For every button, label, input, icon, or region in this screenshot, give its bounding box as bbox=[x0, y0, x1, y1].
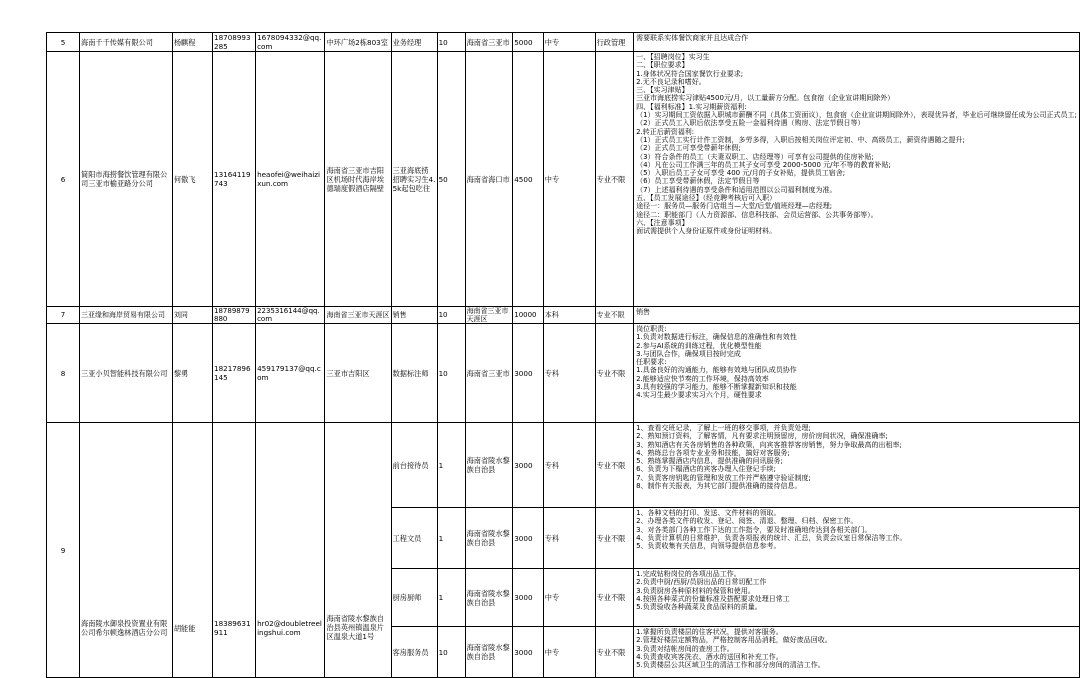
position-title: 客房服务员 bbox=[391, 627, 437, 678]
requirement-line: 3.负责对结帐房间的查房工作。 bbox=[636, 644, 734, 653]
phone-number: 18389631911 bbox=[213, 423, 256, 678]
requirement-line: 六、【注意事项】 bbox=[636, 218, 689, 227]
requirement-line: 三亚市海底捞实习津贴4500元/月，以工量薪方分配。包食宿（企业宣讲期间除外） bbox=[636, 94, 895, 103]
requirement-line: 2、熟知预订资料，了解客情，凡有要求注明预留房，房价房间状况，确保准确率; bbox=[636, 432, 888, 441]
requirement-line: 1、查看交班记录，了解上一班的移交事项，并负责处理; bbox=[636, 424, 811, 432]
requirement-line: （4）凡在公司工作满三年的员工其子女可享受 2000-5000 元/年不等的教育补贴; bbox=[636, 160, 891, 169]
requirements bbox=[634, 33, 1080, 52]
requirement-line: 岗位职责: bbox=[636, 325, 667, 333]
salary: 3000 bbox=[513, 627, 544, 678]
education: 中专 bbox=[543, 569, 595, 627]
requirement-line: 销售 bbox=[636, 308, 651, 316]
requirement-line: 1、各种文档的打印、发送、文件材料的领取。 bbox=[636, 509, 781, 517]
recruitment-table bbox=[46, 32, 1080, 678]
work-location: 海南省三亚市 bbox=[465, 33, 513, 52]
requirement-line: 3.具有较强的学习能力，能够不断掌握新知识和技能 bbox=[636, 383, 797, 392]
requirement-line: （1）实习期间工资依据入职城市薪酬不同（具体工资面议），包食宿（企业宣讲期间除外），表现优异者，毕业后可继续留任成为公司正式员工; bbox=[636, 111, 1077, 120]
requirement-line: 途径一：服务员—服务门店组当—大堂/后堂/值班经理—店经理; bbox=[636, 202, 833, 211]
requirement-line: 5.负责楼层公共区域卫生的清洁工作和部分房间的清洁工作。 bbox=[636, 661, 825, 670]
requirement-line: 5、熟练掌握酒店内信息，提供准确的问讯服务; bbox=[636, 457, 783, 466]
requirement-line: 一、【招聘岗位】实习生 bbox=[636, 53, 710, 61]
company-name: 海南陵水御泉投资置业有限公司希尔顿逸林酒店分公司 bbox=[80, 423, 173, 678]
major: 专业不限 bbox=[595, 52, 633, 307]
requirement-line: 面试需提供个人身份证原件或身份证明材料。 bbox=[636, 227, 777, 236]
work-location: 海南省陵水黎族自治县 bbox=[465, 569, 513, 627]
requirement-line: 1.完成钻粉岗位的各项出品工作。 bbox=[636, 570, 741, 578]
requirement-line: 8、制作有关报表，为其它部门提供准确的接待信息。 bbox=[636, 482, 802, 491]
position-title: 厨房厨师 bbox=[391, 569, 437, 627]
requirement-line: （5）入职后员工子女可享受 400 元/月的子女补贴，提供员工宿舍; bbox=[636, 169, 846, 178]
table-row bbox=[47, 423, 1080, 508]
contact-name: 杨麒程 bbox=[172, 33, 212, 52]
phone-number: 18217896145 bbox=[213, 324, 256, 423]
requirement-line: 需要联系实体餐饮商家并且达成合作 bbox=[636, 34, 749, 42]
position-title: 工程文员 bbox=[391, 508, 437, 569]
company-name: 简阳市海捞餐饮管理有限公司三亚市榆亚路分公司 bbox=[80, 52, 173, 307]
work-location: 海南省海口市 bbox=[465, 52, 513, 307]
row-number: 5 bbox=[47, 33, 80, 52]
email-address: 1678094332@qq.com bbox=[256, 33, 325, 52]
row-number: 8 bbox=[47, 324, 80, 423]
phone-number: 13164119743 bbox=[213, 52, 256, 307]
company-name: 海南千千传媒有限公司 bbox=[80, 33, 173, 52]
major: 行政管理 bbox=[595, 33, 633, 52]
education: 专科 bbox=[543, 423, 595, 508]
requirements bbox=[634, 508, 1080, 569]
requirement-line: 2.管理好楼层定额物品，严格控制客用品消耗，做好废品回收。 bbox=[636, 636, 832, 645]
email-address: hr02@doubletreelingshui.com bbox=[256, 423, 325, 678]
requirement-line: 1.身体状况符合国家餐饮行业要求; bbox=[636, 69, 744, 78]
requirement-line: 3.与团队合作，确保项目按时完成 bbox=[636, 349, 741, 358]
requirements bbox=[634, 423, 1080, 508]
email-address: 459179137@qq.com bbox=[256, 324, 325, 423]
email-address: 2235316144@qq.com bbox=[256, 307, 325, 324]
requirement-line: 途径二：职能部门（人力资源部、信息科技部、会员运营部、公共事务部等）。 bbox=[636, 210, 878, 219]
hiring-count: 50 bbox=[437, 52, 465, 307]
education: 专科 bbox=[543, 324, 595, 423]
requirement-line: 1.负责对数据进行标注，确保信息的准确性和有效性 bbox=[636, 333, 797, 342]
work-location: 海南省三亚市天涯区 bbox=[465, 307, 513, 324]
requirement-line: （2）正式员工可享受带薪年休假; bbox=[636, 144, 741, 153]
contact-name: 刘同 bbox=[172, 307, 212, 324]
company-address: 海南省三亚市吉阳区机场时代海岸埃德瑞度假酒店隔壁 bbox=[325, 52, 391, 307]
salary: 3000 bbox=[513, 508, 544, 569]
education: 中专 bbox=[543, 627, 595, 678]
work-location: 海南省陵水黎族自治县 bbox=[465, 423, 513, 508]
contact-name: 黎勇 bbox=[172, 324, 212, 423]
requirement-line: 2.无不良记录和嗜好。 bbox=[636, 77, 706, 86]
requirement-line: 三、【实习津贴】 bbox=[636, 86, 689, 95]
row-number: 9 bbox=[47, 423, 80, 678]
work-location: 海南省陵水黎族自治县 bbox=[465, 627, 513, 678]
hiring-count: 10 bbox=[437, 307, 465, 324]
requirement-line: 1.掌握所负责楼层的住客状况，提供对客服务。 bbox=[636, 628, 783, 636]
salary: 3000 bbox=[513, 423, 544, 508]
salary: 4500 bbox=[513, 52, 544, 307]
phone-number: 18708993285 bbox=[213, 33, 256, 52]
work-location: 海南省三亚市 bbox=[465, 324, 513, 423]
table-row bbox=[47, 52, 1080, 307]
requirement-line: 任职要求: bbox=[636, 358, 667, 367]
requirements bbox=[634, 307, 1080, 324]
position-title: 销售 bbox=[391, 307, 437, 324]
requirement-line: 二、【职位要求】 bbox=[636, 61, 689, 70]
requirements bbox=[634, 52, 1080, 307]
requirement-line: 4、负责计算机的日常维护，负责各项报表的统计、汇总，负责会议室日常保洁等工作。 bbox=[636, 533, 907, 542]
major: 专业不限 bbox=[595, 423, 633, 508]
requirement-line: （6）员工享受带薪休假，法定节假日等 bbox=[636, 177, 760, 186]
requirement-line: 1.具备良好的沟通能力，能够有效地与团队成员协作 bbox=[636, 366, 797, 375]
table-row bbox=[47, 33, 1080, 52]
requirement-line: 4.实习生最少要求实习六个月，硬性要求 bbox=[636, 391, 762, 400]
table-row bbox=[47, 324, 1080, 423]
requirement-line: 3、对各类部门各种工作下达的工作指令，要及时准确地传达到各相关部门。 bbox=[636, 525, 872, 534]
company-name: 三亚缘和海岸贸易有限公司 bbox=[80, 307, 173, 324]
requirement-line: 7、负责客房钥匙的管理和发放工作并严格遵守验证制度; bbox=[636, 473, 811, 482]
table-row bbox=[47, 307, 1080, 324]
hiring-count: 10 bbox=[437, 627, 465, 678]
row-number: 6 bbox=[47, 52, 80, 307]
requirement-line: 3、熟知酒店有关各房销售的各种政策，向宾客推荐客房销售，努力争取最高的出租率; bbox=[636, 440, 902, 449]
major: 专业不限 bbox=[595, 569, 633, 627]
position-title: 业务经理 bbox=[391, 33, 437, 52]
salary: 5000 bbox=[513, 33, 544, 52]
requirement-line: 4、熟练总台各项专业业务和技能，搞好对客服务; bbox=[636, 448, 790, 457]
education: 专科 bbox=[543, 508, 595, 569]
contact-name: 胡能能 bbox=[172, 423, 212, 678]
requirement-line: （1）正式员工实行计件工资制，多劳多得，入职后按相关岗位评定初、中、高级员工，薪资待遇随之提升; bbox=[636, 135, 965, 144]
major: 专业不限 bbox=[595, 307, 633, 324]
requirement-line: 6、负责为下榻酒店的宾客办理入住登记手续; bbox=[636, 465, 776, 474]
company-address: 海南省三亚市天涯区 bbox=[325, 307, 391, 324]
salary: 3000 bbox=[513, 324, 544, 423]
requirement-line: （2）正式员工入职后依法享受五险一金福利待遇（购房、法定节假日等） bbox=[636, 119, 865, 128]
hiring-count: 1 bbox=[437, 508, 465, 569]
hiring-count: 10 bbox=[437, 324, 465, 423]
requirement-line: 2.转正后薪资福利: bbox=[636, 127, 695, 136]
salary: 3000 bbox=[513, 569, 544, 627]
hiring-count: 1 bbox=[437, 423, 465, 508]
major: 专业不限 bbox=[595, 627, 633, 678]
company-address: 三亚市吉阳区 bbox=[325, 324, 391, 423]
requirement-line: 5、负责收集有关信息，向领导提供信息参考。 bbox=[636, 542, 781, 551]
hiring-count: 10 bbox=[437, 33, 465, 52]
row-number: 7 bbox=[47, 307, 80, 324]
requirement-line: （7）上述福利待遇的享受条件和适用范围以公司福利制度为准。 bbox=[636, 185, 837, 194]
contact-name: 何傲飞 bbox=[172, 52, 212, 307]
requirement-line: 4.负责查收宾客洗衣、酒水的送回和补充工作。 bbox=[636, 652, 783, 661]
position-title: 三亚海底捞招聘实习生4.5k起包吃住 bbox=[391, 52, 437, 307]
requirement-line: 5.负责验收各种蔬菜及食品原料的质量。 bbox=[636, 603, 762, 612]
education: 中专 bbox=[543, 52, 595, 307]
requirement-line: 四、【福利标准】1.实习期薪资福利: bbox=[636, 102, 747, 111]
company-address: 海南省陵水黎族自治县英州镇温泉片区温泉大道1号 bbox=[325, 423, 391, 678]
work-location: 海南省陵水黎族自治县 bbox=[465, 508, 513, 569]
requirement-line: 4.按照各种菜式的份量标准及搭配要求处理日常工 bbox=[636, 594, 790, 603]
education: 中专 bbox=[543, 33, 595, 52]
requirements bbox=[634, 324, 1080, 423]
phone-number: 18789879880 bbox=[213, 307, 256, 324]
requirement-line: 3.负责厨房各种原材料的保管和使用。 bbox=[636, 586, 755, 595]
requirements bbox=[634, 569, 1080, 627]
education: 本科 bbox=[543, 307, 595, 324]
requirement-line: 2.能够适应快节奏的工作环境，保持高效率 bbox=[636, 374, 769, 383]
requirement-line: 五、【员工发展途径】（经竞聘考核后可入职） bbox=[636, 194, 777, 203]
requirement-line: 2.参与AI系统的训练过程，优化模型性能 bbox=[636, 341, 762, 350]
salary: 10000 bbox=[513, 307, 544, 324]
email-address: heaofei@weihaizixun.com bbox=[256, 52, 325, 307]
major: 专业不限 bbox=[595, 508, 633, 569]
position-title: 前台接待员 bbox=[391, 423, 437, 508]
requirement-line: 2、办理各类文件的收发、登记、阅签、清退、整理、归档、保密工作。 bbox=[636, 517, 858, 526]
company-name: 三亚小贝智能科技有限公司 bbox=[80, 324, 173, 423]
requirement-line: （3）符合条件的员工（夫妻双职工、店经理等）可享有公司提供的住房补贴; bbox=[636, 152, 874, 161]
requirement-line: 2.负责中厨/西厨/员厨出品的日常切配工作 bbox=[636, 578, 767, 587]
company-address: 中环广场2栋803室 bbox=[325, 33, 391, 52]
hiring-count: 1 bbox=[437, 569, 465, 627]
requirements bbox=[634, 627, 1080, 678]
position-title: 数据标注师 bbox=[391, 324, 437, 423]
major: 专业不限 bbox=[595, 324, 633, 423]
